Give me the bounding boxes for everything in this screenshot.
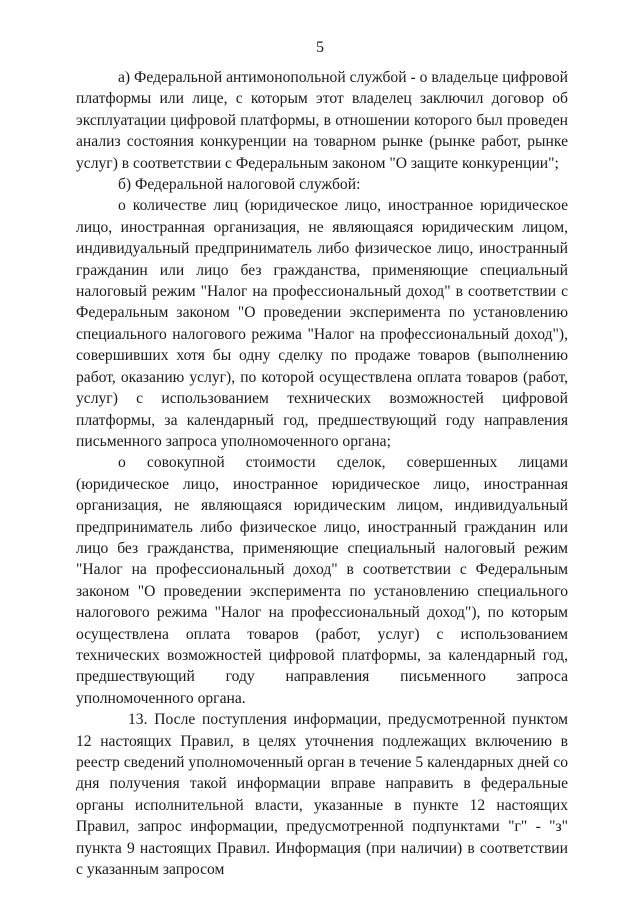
document-body <box>76 67 568 880</box>
page-number: 5 <box>316 39 324 56</box>
paragraph-person-count: о количестве лиц (юридическое лицо, иностранное юридическое лицо, иностранная организация, не являющаяся юридическим лицом, индивидуальный предприниматель либо физическое лицо, иностранный гражданин или лицо без гражданства, применяющие специальный налоговый режим "Налог на профессиональный доход" в соответствии с Федеральным законом "О проведении эксперимента по установлению специального налогового режима "Налог на профессиональный доход"), совершивших хотя бы одну сделку по продаже товаров (выполнению работ, оказанию услуг), по которой осуществлена оплата товаров (работ, услуг) с использованием технических возможностей цифровой платформы, за календарный год, предшествующий году направления письменного запроса уполномоченного органа; <box>76 197 568 450</box>
paragraph-clause-13: 13. После поступления информации, предусмотренной пунктом 12 настоящих Правил, в целях уточнения подлежащих включению в реестр сведений уполномоченный орган в течение 5 календарных дней со дня получения такой информации вправе направить в федеральные органы исполнительной власти, указанные в пункте 12 настоящих Правил, запрос информации, предусмотренной подпунктами "г" - "з" пункта 9 настоящих Правил. Информация (при наличии) в соответствии с указанным запросом <box>76 711 568 879</box>
paragraph-fns-heading: б) Федеральной налоговой службой: <box>118 176 361 194</box>
paragraph-fas: а) Федеральной антимонопольной службой - о владельце цифровой платформы или лице, с которым этот владелец заключил договор об эксплуатации цифровой платформы, в отношении которого был проведен анализ состояния конкуренции на товарном рынке (рынке работ, рынке услуг) в соответствии с Федеральным законом "О защите конкуренции"; <box>76 69 568 172</box>
paragraph-total-value: о совокупной стоимости сделок, совершенных лицами (юридическое лицо, иностранное юридическое лицо, иностранная организация, не являющаяся юридическим лицом, индивидуальный предприниматель либо физическое лицо, иностранный гражданин или лицо без гражданства, применяющие специальный налоговый режим "Налог на профессиональный доход" в соответствии с Федеральным законом "О проведении эксперимента по установлению специального налогового режима "Налог на профессиональный доход"), по которым осуществлена оплата товаров (работ, услуг) с использованием технических возможностей цифровой платформы, за календарный год, предшествующий году направления письменного запроса уполномоченного органа. <box>76 454 568 707</box>
